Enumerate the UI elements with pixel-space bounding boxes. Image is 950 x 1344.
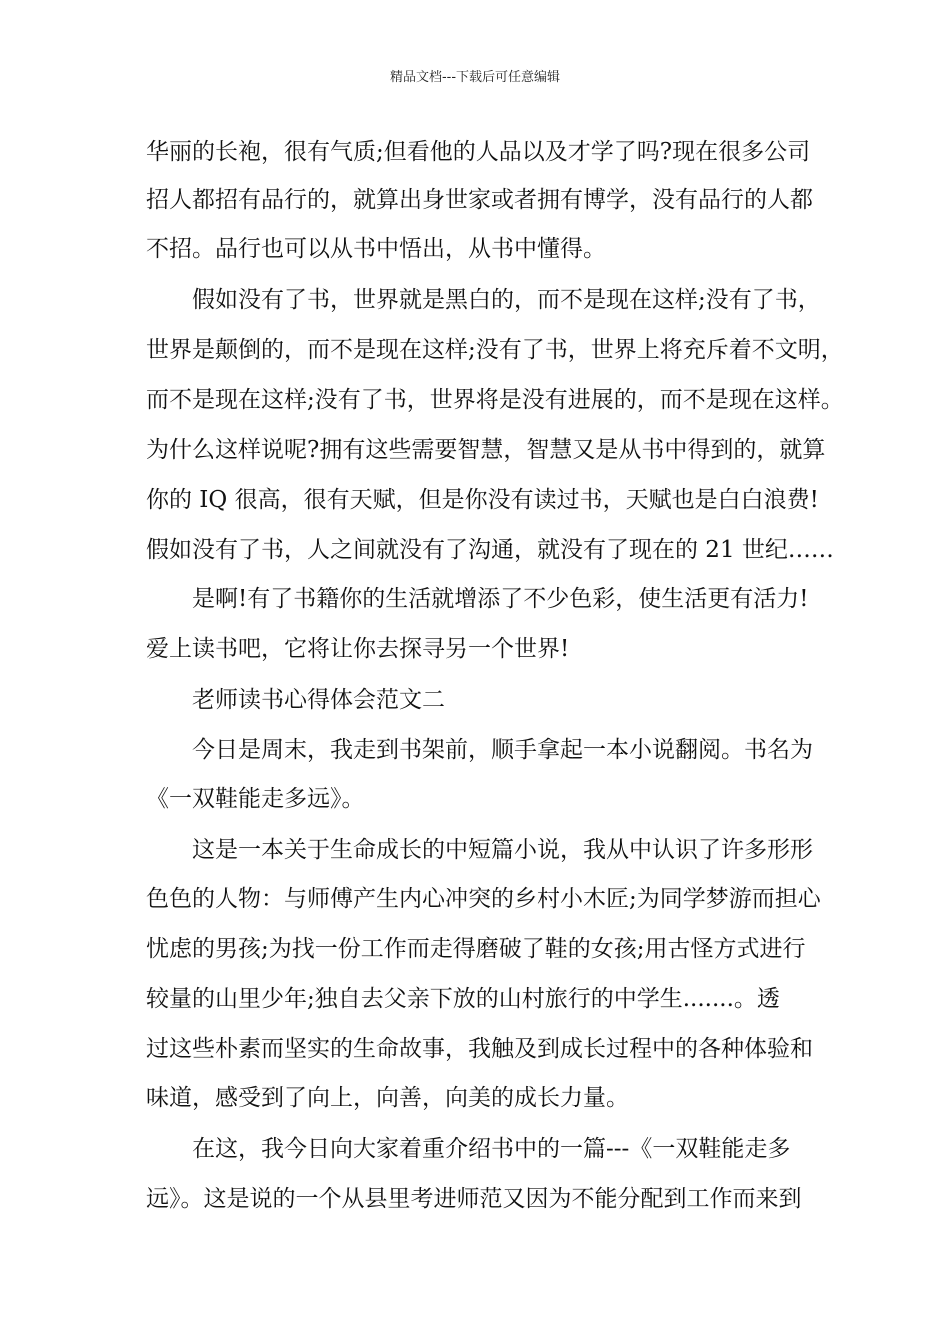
text-line: 爱上读书吧，它将让你去探寻另一个世界! — [146, 636, 570, 662]
text-line: 远》。这是说的一个从县里考进师范又因为不能分配到工作而来到 — [146, 1186, 802, 1212]
text-line: 这是一本关于生命成长的中短篇小说，我从中认识了许多形形 — [192, 837, 813, 863]
section-heading: 老师读书心得体会范文二 — [192, 687, 445, 713]
text-line: 不招。品行也可以从书中悟出，从书中懂得。 — [146, 236, 606, 262]
text-line: 过这些朴素而坚实的生命故事，我触及到成长过程中的各种体验和 — [146, 1036, 813, 1062]
text-line: 是啊!有了书籍你的生活就增添了不少色彩，使生活更有活力! — [192, 586, 809, 612]
text-line: 《一双鞋能走多远》。 — [146, 786, 365, 812]
text-line: 在这，我今日向大家着重介绍书中的一篇---《一双鞋能走多 — [192, 1136, 791, 1162]
text-line: 今日是周末，我走到书架前，顺手拿起一本小说翻阅。书名为 — [192, 737, 813, 763]
text-line: 华丽的长袍，很有气质;但看他的人品以及才学了吗?现在很多公司 — [146, 139, 811, 165]
text-line: 假如没有了书，人之间就没有了沟通，就没有了现在的 21 世纪…… — [146, 537, 834, 563]
text-line: 世界是颠倒的，而不是现在这样;没有了书，世界上将充斥着不文明， — [146, 337, 844, 363]
text-line: 色色的人物：与师傅产生内心冲突的乡村小木匠;为同学梦游而担心 — [146, 886, 821, 912]
text-line: 味道，感受到了向上，向善，向美的成长力量。 — [146, 1085, 629, 1111]
text-line: 较量的山里少年;独自去父亲下放的山村旅行的中学生.......。透 — [146, 986, 780, 1012]
text-line: 你的 IQ 很高，很有天赋，但是你没有读过书，天赋也是白白浪费! — [146, 487, 819, 513]
text-line: 招人都招有品行的，就算出身世家或者拥有博学，没有品行的人都 — [146, 187, 813, 213]
text-line: 忧虑的男孩;为找一份工作而走得磨破了鞋的女孩;用古怪方式进行 — [146, 936, 806, 962]
text-line: 假如没有了书，世界就是黑白的，而不是现在这样;没有了书， — [192, 287, 821, 313]
page-header: 精品文档---下载后可任意编辑 — [389, 70, 561, 85]
text-line: 而不是现在这样;没有了书，世界将是没有进展的，而不是现在这样。 — [146, 387, 844, 413]
text-line: 为什么这样说呢?拥有这些需要智慧，智慧又是从书中得到的，就算 — [146, 437, 826, 463]
